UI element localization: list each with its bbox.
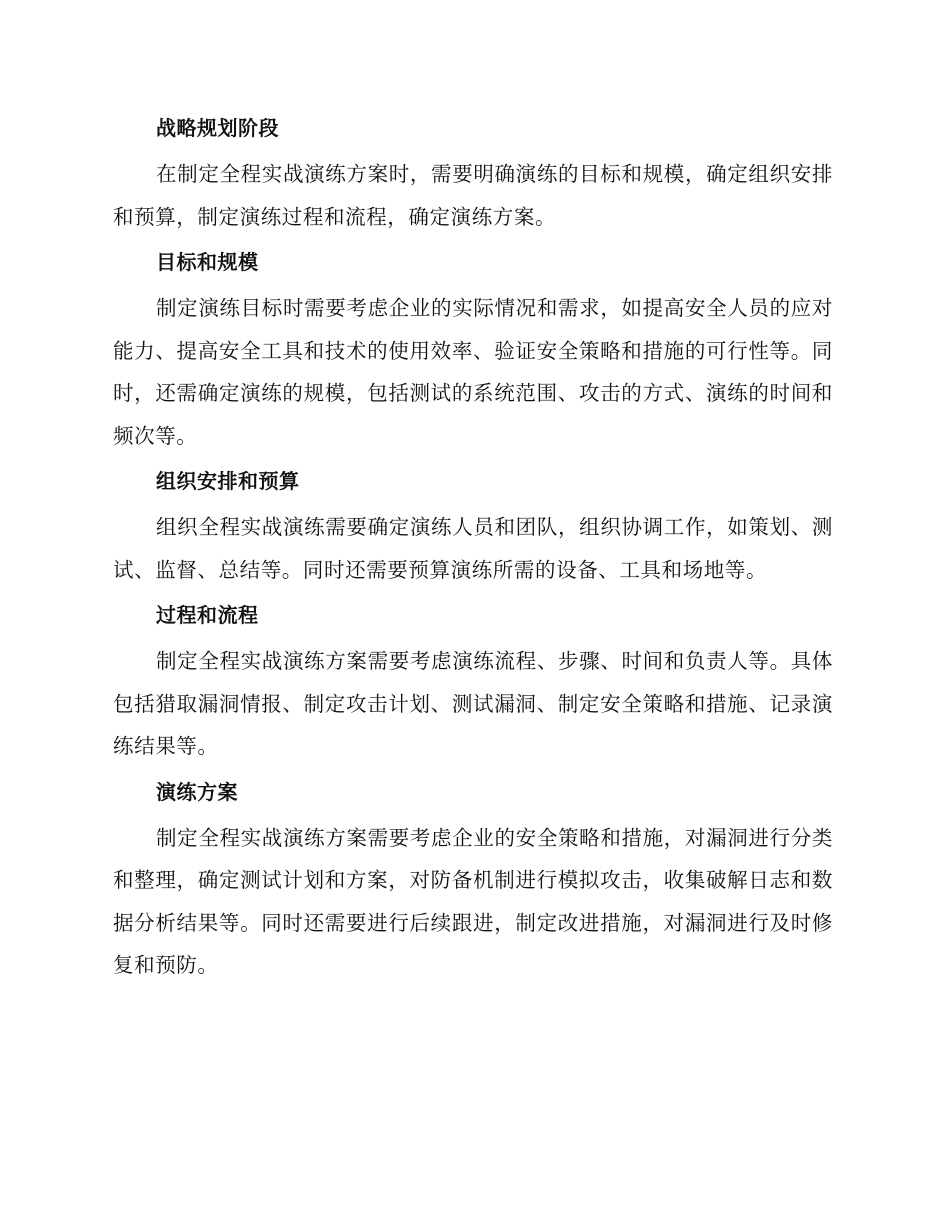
section-goals-and-scale <box>113 242 833 457</box>
section-heading: 战略规划阶段 <box>156 116 279 140</box>
section-strategic-planning <box>113 108 833 238</box>
section-paragraph: 在制定全程实战演练方案时，需要明确演练的目标和规模，确定组织安排和预算，制定演练过程和流程，确定演练方案。 <box>113 162 833 229</box>
section-paragraph: 组织全程实战演练需要确定演练人员和团队，组织协调工作，如策划、测试、监督、总结等。同时还需要预算演练所需的设备、工具和场地等。 <box>113 515 833 582</box>
section-organization-and-budget <box>113 461 833 591</box>
section-paragraph: 制定全程实战演练方案需要考虑企业的安全策略和措施，对漏洞进行分类和整理，确定测试计划和方案，对防备机制进行模拟攻击，收集破解日志和数据分析结果等。同时还需要进行后续跟进，制定改进措施，对漏洞进行及时修复和预防。 <box>113 825 833 977</box>
section-heading: 目标和规模 <box>156 250 259 274</box>
document-content <box>113 108 833 991</box>
section-heading: 过程和流程 <box>156 603 259 627</box>
section-process-and-flow <box>113 595 833 768</box>
section-paragraph: 制定全程实战演练方案需要考虑演练流程、步骤、时间和负责人等。具体包括猎取漏洞情报、制定攻击计划、测试漏洞、制定安全策略和措施、记录演练结果等。 <box>113 649 833 758</box>
section-heading: 演练方案 <box>156 779 238 804</box>
section-heading: 组织安排和预算 <box>156 469 300 493</box>
section-drill-plan <box>113 772 833 987</box>
section-paragraph: 制定演练目标时需要考虑企业的实际情况和需求，如提高安全人员的应对能力、提高安全工具和技术的使用效率、验证安全策略和措施的可行性等。同时，还需确定演练的规模，包括测试的系统范围、攻击的方式、演练的时间和频次等。 <box>113 296 833 448</box>
